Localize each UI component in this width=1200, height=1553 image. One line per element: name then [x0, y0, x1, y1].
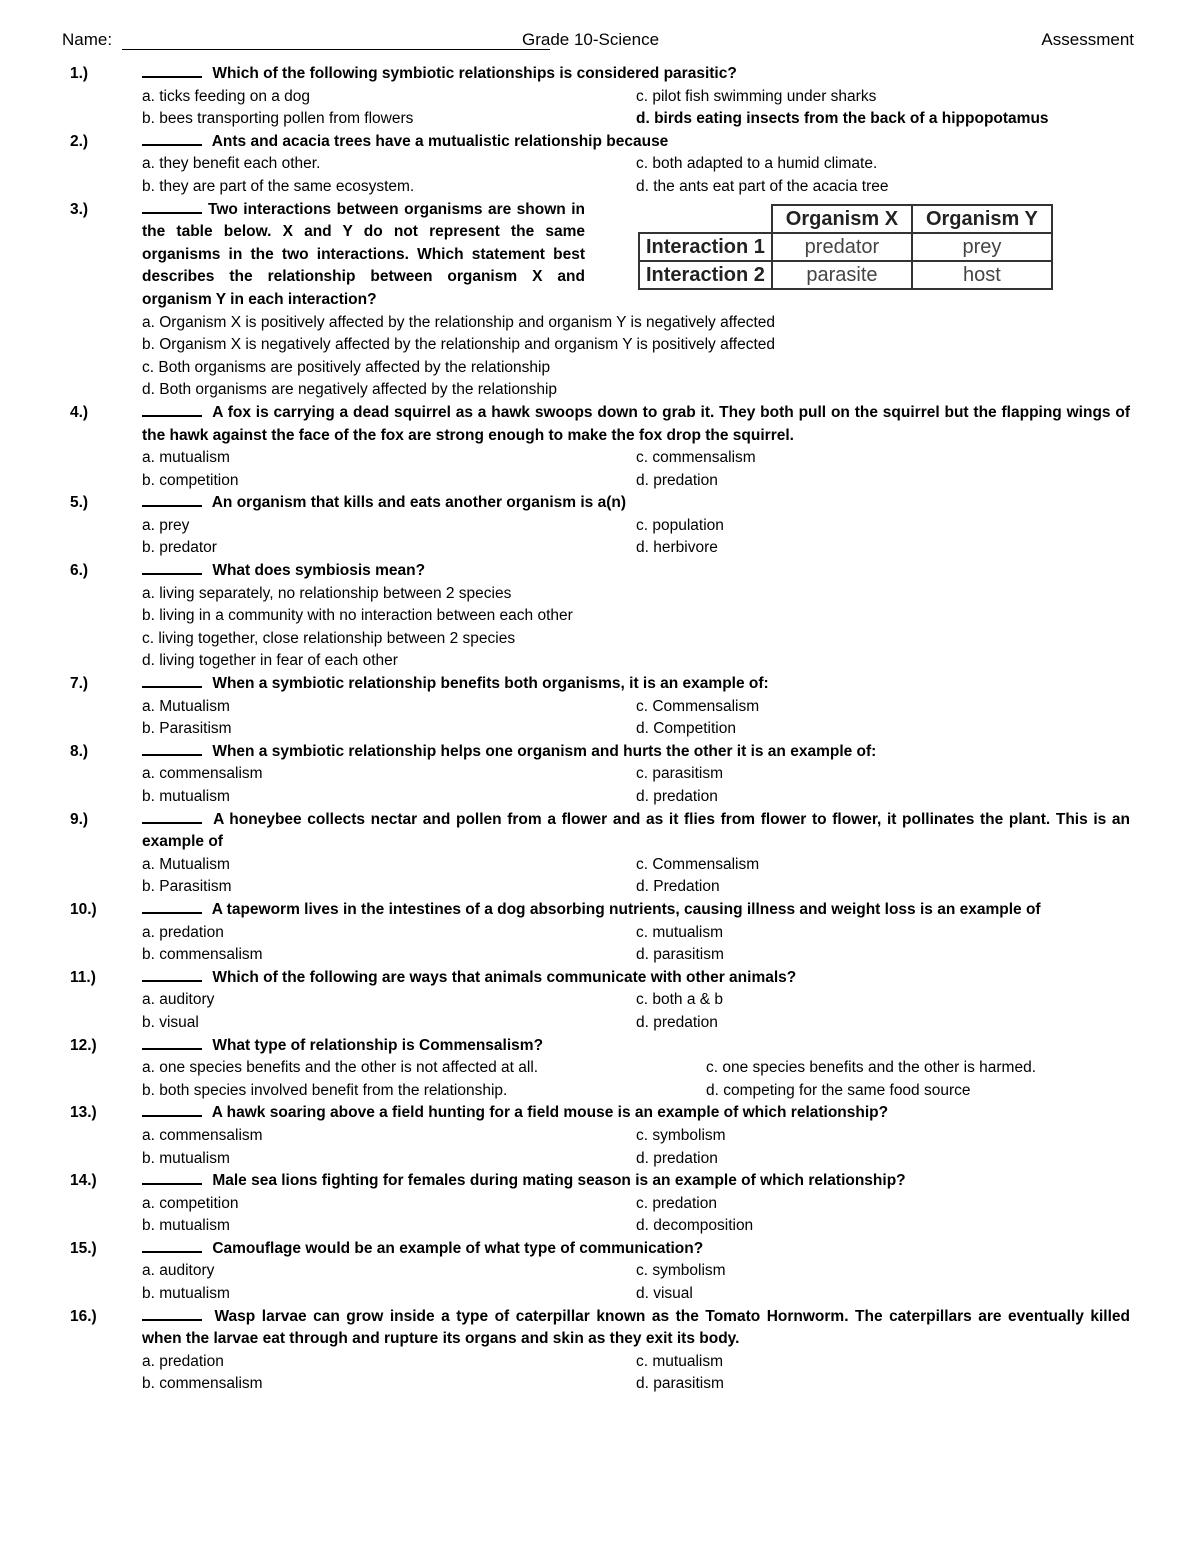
- option-d: d. predation: [636, 1149, 718, 1167]
- option-b: b. commensalism: [142, 1375, 263, 1393]
- option-b: b. predator: [142, 539, 217, 557]
- table-cell: host: [912, 261, 1052, 289]
- question-3: [70, 199, 1130, 402]
- question-stem: An organism that kills and eats another organism is a(n): [211, 494, 627, 512]
- name-label: Name:: [62, 30, 113, 49]
- option-d: d. parasitism: [636, 946, 724, 964]
- question-10: [70, 899, 1130, 967]
- answer-blank[interactable]: [142, 403, 202, 417]
- option-c: c. predation: [636, 1194, 717, 1212]
- option-a: a. they benefit each other.: [142, 155, 321, 173]
- question-16: [70, 1306, 1130, 1396]
- option-a: a. ticks feeding on a dog: [142, 87, 311, 105]
- row-label: Interaction 1: [639, 233, 772, 261]
- question-number: 11.): [70, 968, 96, 986]
- question-number: 1.): [70, 65, 89, 82]
- table-cell: parasite: [772, 261, 912, 289]
- question-1: [70, 63, 1130, 131]
- question-number: 2.): [70, 132, 89, 150]
- option-b: b. Parasitism: [142, 720, 232, 738]
- answer-blank[interactable]: [142, 810, 202, 824]
- option-d: d. birds eating insects from the back of a hippopotamus: [636, 110, 1049, 128]
- option-c: c. both adapted to a humid climate.: [636, 155, 878, 173]
- option-d: d. herbivore: [636, 539, 718, 557]
- option-d: d. predation: [636, 1013, 718, 1031]
- table-cell: predator: [772, 233, 912, 261]
- page-header: [62, 30, 1134, 56]
- option-b: b. commensalism: [142, 946, 263, 964]
- question-stem: A hawk soaring above a field hunting for a field mouse is an example of which relationship?: [211, 1104, 889, 1122]
- option-d: d. parasitism: [636, 1375, 724, 1393]
- option-c: c. Both organisms are positively affected by the relationship: [142, 358, 551, 376]
- option-a: a. predation: [142, 923, 224, 941]
- option-c: c. living together, close relationship between 2 species: [142, 629, 516, 647]
- option-d: d. the ants eat part of the acacia tree: [636, 177, 889, 195]
- option-c: c. population: [636, 516, 724, 534]
- question-stem: Which of the following symbiotic relationships is considered parasitic?: [212, 65, 737, 82]
- answer-blank[interactable]: [142, 200, 202, 214]
- option-c: c. both a & b: [636, 991, 724, 1009]
- question-number: 4.): [70, 403, 89, 421]
- question-stem: What does symbiosis mean?: [212, 562, 426, 580]
- row-label: Interaction 2: [639, 261, 772, 289]
- option-b: b. bees transporting pollen from flowers: [142, 110, 414, 128]
- question-4: [70, 402, 1130, 492]
- question-7: [70, 673, 1130, 741]
- question-15: [70, 1238, 1130, 1306]
- question-stem: When a symbiotic relationship benefits both organisms, it is an example of:: [212, 675, 769, 693]
- answer-blank[interactable]: [142, 1239, 202, 1253]
- question-9: [70, 809, 1130, 899]
- option-a: a. one species benefits and the other is not affected at all.: [142, 1059, 539, 1077]
- option-c: c. Commensalism: [636, 855, 760, 873]
- option-c: c. mutualism: [636, 923, 723, 941]
- question-stem: Ants and acacia trees have a mutualistic relationship because: [211, 132, 669, 150]
- answer-blank[interactable]: [142, 64, 202, 78]
- question-14: [70, 1170, 1130, 1238]
- option-d: d. Both organisms are negatively affected by the relationship: [142, 381, 558, 399]
- question-stem: Male sea lions fighting for females during mating season is an example of which relationship?: [212, 1172, 906, 1190]
- answer-blank[interactable]: [142, 1036, 202, 1050]
- option-a: a. Mutualism: [142, 697, 230, 715]
- option-c: c. mutualism: [636, 1352, 723, 1370]
- option-b: b. both species involved benefit from the relationship.: [142, 1081, 508, 1099]
- option-c: c. parasitism: [636, 765, 723, 783]
- option-b: b. they are part of the same ecosystem.: [142, 177, 415, 195]
- answer-blank[interactable]: [142, 1103, 202, 1117]
- question-12: [70, 1035, 1130, 1103]
- answer-blank[interactable]: [142, 1307, 202, 1321]
- question-list: [70, 63, 1130, 1396]
- question-stem: Wasp larvae can grow inside a type of caterpillar known as the Tomato Hornworm. The caterpillars are eventually killed when the larvae eat through and rupture its organs and skin as they exit its body.: [142, 1307, 1130, 1348]
- question-number: 14.): [70, 1172, 97, 1190]
- option-a: a. Mutualism: [142, 855, 230, 873]
- question-stem: Camouflage would be an example of what type of communication?: [212, 1239, 704, 1257]
- option-b: b. Organism X is negatively affected by the relationship and organism Y is positively affected: [142, 336, 775, 354]
- option-a: a. competition: [142, 1194, 239, 1212]
- option-a: a. auditory: [142, 1262, 215, 1280]
- option-c: c. symbolism: [636, 1262, 726, 1280]
- option-a: a. prey: [142, 516, 190, 534]
- answer-blank[interactable]: [142, 132, 202, 146]
- option-a: a. Organism X is positively affected by the relationship and organism Y is negatively affected: [142, 313, 775, 331]
- question-5: [70, 492, 1130, 560]
- question-stem: A fox is carrying a dead squirrel as a hawk swoops down to grab it. They both pull on the squirrel but the flapping wings of the hawk against the face of the fox are strong enough to make the fox drop the squirrel.: [142, 403, 1130, 444]
- name-field-line[interactable]: [122, 49, 550, 50]
- option-c: c. one species benefits and the other is harmed.: [706, 1059, 1037, 1077]
- question-number: 16.): [70, 1307, 97, 1325]
- option-b: b. competition: [142, 471, 239, 489]
- option-a: a. mutualism: [142, 449, 230, 467]
- answer-blank[interactable]: [142, 900, 202, 914]
- option-b: b. mutualism: [142, 1217, 230, 1235]
- table-row: [639, 261, 1052, 289]
- answer-blank[interactable]: [142, 968, 202, 982]
- question-11: [70, 967, 1130, 1035]
- table-cell: prey: [912, 233, 1052, 261]
- option-c: c. pilot fish swimming under sharks: [636, 87, 877, 105]
- option-b: b. visual: [142, 1013, 199, 1031]
- question-stem: When a symbiotic relationship helps one organism and hurts the other it is an example of:: [212, 742, 877, 760]
- option-b: b. mutualism: [142, 1285, 230, 1303]
- answer-blank[interactable]: [142, 1171, 202, 1185]
- question-number: 15.): [70, 1239, 97, 1257]
- question-2: [70, 131, 1130, 199]
- option-d: d. predation: [636, 471, 718, 489]
- question-number: 7.): [70, 675, 89, 693]
- option-c: c. Commensalism: [636, 697, 760, 715]
- question-number: 6.): [70, 562, 89, 580]
- question-number: 5.): [70, 494, 89, 512]
- option-b: b. mutualism: [142, 1149, 230, 1167]
- option-a: a. living separately, no relationship between 2 species: [142, 584, 512, 602]
- question-stem: A tapeworm lives in the intestines of a dog absorbing nutrients, causing illness and weight loss is an example of: [211, 900, 1041, 918]
- question-number: 3.): [70, 200, 89, 218]
- table-row: [639, 233, 1052, 261]
- option-a: a. predation: [142, 1352, 224, 1370]
- table-header: Organism X: [772, 205, 912, 233]
- option-d: d. decomposition: [636, 1217, 754, 1235]
- table-header: Organism Y: [912, 205, 1052, 233]
- answer-blank[interactable]: [142, 742, 202, 756]
- question-stem: What type of relationship is Commensalism?: [212, 1036, 544, 1054]
- option-c: c. symbolism: [636, 1126, 726, 1144]
- question-stem: Two interactions between organisms are shown in the table below. X and Y do not represent the same organisms in the two interactions. Which statement best describes the relationship between organism X and organism Y in each interaction?: [142, 200, 585, 308]
- answer-blank[interactable]: [142, 561, 202, 575]
- question-number: 9.): [70, 810, 89, 828]
- interaction-table: [638, 204, 1053, 290]
- option-d: d. Predation: [636, 878, 720, 896]
- question-13: [70, 1102, 1130, 1170]
- option-b: b. living in a community with no interaction between each other: [142, 607, 573, 625]
- option-c: c. commensalism: [636, 449, 756, 467]
- question-8: [70, 741, 1130, 809]
- option-a: a. commensalism: [142, 1126, 263, 1144]
- answer-blank[interactable]: [142, 674, 202, 688]
- question-number: 8.): [70, 742, 89, 760]
- question-stem: Which of the following are ways that animals communicate with other animals?: [212, 968, 797, 986]
- option-d: d. living together in fear of each other: [142, 652, 398, 670]
- option-a: a. commensalism: [142, 765, 263, 783]
- question-6: [70, 560, 1130, 673]
- option-d: d. visual: [636, 1285, 693, 1303]
- option-d: d. predation: [636, 788, 718, 805]
- option-b: b. Parasitism: [142, 878, 232, 896]
- question-number: 10.): [70, 900, 97, 918]
- answer-blank[interactable]: [142, 493, 202, 507]
- question-stem: A honeybee collects nectar and pollen from a flower and as it flies from flower to flower, it pollinates the plant. This is an example of: [142, 810, 1130, 851]
- question-number: 13.): [70, 1104, 97, 1122]
- option-a: a. auditory: [142, 991, 215, 1009]
- option-d: d. competing for the same food source: [706, 1081, 971, 1099]
- option-b: b. mutualism: [142, 788, 230, 805]
- assessment-label: Assessment: [1041, 30, 1134, 49]
- option-d: d. Competition: [636, 720, 736, 738]
- question-number: 12.): [70, 1036, 97, 1054]
- page-title: Grade 10-Science: [522, 30, 660, 49]
